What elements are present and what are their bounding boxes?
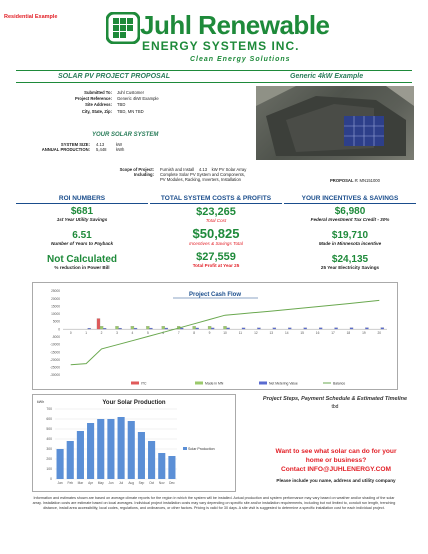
incentives-column xyxy=(284,195,416,270)
production-bar xyxy=(57,449,64,479)
cash-flow-bar xyxy=(196,328,199,329)
company-name: Juhl Renewable xyxy=(140,10,330,40)
cash-flow-legend-swatch xyxy=(259,382,267,385)
roi-value-payback: 6.51 xyxy=(72,230,92,241)
production-y-label: kWh xyxy=(37,400,45,404)
production-x-tick: Apr xyxy=(88,481,94,485)
cash-flow-x-tick: 18 xyxy=(346,331,351,336)
production-y-tick: 700 xyxy=(46,407,52,412)
itc-value: $6,980 xyxy=(334,206,366,217)
incentives-rule xyxy=(284,203,416,204)
mn-incentive-value: $19,710 xyxy=(331,230,369,241)
production-bar xyxy=(77,431,84,479)
costs-rule xyxy=(150,203,282,204)
production-x-tick: Jun xyxy=(108,481,114,485)
detail-row xyxy=(40,109,240,114)
cash-flow-bar xyxy=(211,328,214,329)
production-x-tick: Aug xyxy=(128,481,135,485)
cash-flow-bar xyxy=(193,326,196,329)
cash-flow-x-tick: 10 xyxy=(223,331,227,336)
cash-flow-legend-swatch xyxy=(131,382,139,385)
detail-value: Juhl Customer xyxy=(117,90,144,95)
company-name-line2: ENERGY SYSTEMS INC. xyxy=(142,39,300,53)
cash-flow-y-tick: -5000 xyxy=(51,335,60,340)
roi-label-payback: Number of Years to Payback xyxy=(50,241,114,246)
proposal-subtitle: Generic 4kW Example xyxy=(290,73,364,80)
cash-flow-bar xyxy=(335,328,338,330)
cash-flow-x-tick: 7 xyxy=(177,331,180,336)
cash-flow-y-tick: 5000 xyxy=(52,319,60,324)
roi-heading: ROI NUMBERS xyxy=(58,195,106,202)
cash-flow-x-tick: 2 xyxy=(100,331,103,336)
cash-flow-x-tick: 20 xyxy=(377,331,382,336)
cash-flow-x-tick: 13 xyxy=(269,331,274,336)
production-x-tick: Feb xyxy=(67,481,73,485)
cta-contact[interactable]: Contact INFO@JUHLENERGY.COM xyxy=(280,466,392,473)
cash-flow-x-tick: 4 xyxy=(131,331,134,336)
production-bar xyxy=(148,441,155,479)
cash-flow-bar xyxy=(273,328,276,329)
scope-label-including: Including: xyxy=(133,172,154,178)
detail-label: Project Reference: xyxy=(74,96,112,102)
cash-flow-legend-swatch xyxy=(195,382,203,385)
cta-line: home or business? xyxy=(305,457,367,464)
mn-incentive-label: Made in Minnesota incentive xyxy=(318,241,382,246)
proposal-number xyxy=(330,178,380,183)
production-y-tick: 200 xyxy=(46,457,52,462)
production-bar xyxy=(97,419,104,479)
cash-flow-x-tick: 0 xyxy=(69,331,72,336)
costs-column xyxy=(150,195,282,268)
production-legend-swatch xyxy=(183,447,187,450)
incentives-heading: YOUR INCENTIVES & SAVINGS xyxy=(301,195,399,202)
cash-flow-x-tick: 1 xyxy=(85,331,88,336)
production-x-tick: Jul xyxy=(119,481,124,485)
production-x-tick: Nov xyxy=(158,481,165,485)
details-block xyxy=(40,90,240,114)
annual-production-unit: kWh xyxy=(116,147,125,153)
detail-row xyxy=(40,102,240,107)
total-cost-label: Total Cost xyxy=(205,218,227,223)
cash-flow-x-tick: 19 xyxy=(362,331,366,336)
annual-production-value: 5,448 xyxy=(96,147,107,153)
company-tagline: Clean Energy Solutions xyxy=(190,56,291,63)
cash-flow-x-tick: 6 xyxy=(162,331,165,336)
cash-flow-bar xyxy=(319,328,322,329)
annual-production-label: ANNUAL PRODUCTION: xyxy=(41,147,90,153)
cash-flow-bar xyxy=(242,328,245,329)
production-x-tick: Sep xyxy=(138,481,145,485)
cash-flow-legend-label: Net Metering Value xyxy=(269,381,298,386)
cash-flow-x-tick: 16 xyxy=(315,331,320,336)
cash-flow-bar xyxy=(146,326,149,329)
production-legend-label: Solar Production xyxy=(188,446,215,451)
cash-flow-bar xyxy=(119,328,122,329)
production-bar xyxy=(67,441,74,479)
cash-flow-bar xyxy=(365,328,368,330)
production-bar xyxy=(168,456,175,479)
system-size-label: SYSTEM SIZE: xyxy=(60,142,90,147)
cash-flow-legend-label: ITC xyxy=(141,381,147,386)
detail-label: Site Address: xyxy=(85,102,112,108)
cash-flow-y-tick: -30000 xyxy=(50,373,60,378)
cash-flow-y-tick: 10000 xyxy=(51,312,60,317)
detail-row xyxy=(40,96,240,101)
production-y-tick: 100 xyxy=(46,467,52,472)
production-x-tick: Oct xyxy=(149,481,155,485)
production-title: Your Solar Production xyxy=(102,400,166,406)
cash-flow-x-tick: 14 xyxy=(284,331,289,336)
total-cost-value: $23,265 xyxy=(196,206,236,218)
disclaimer: Information and estimates shown are based on average climate reports for the region in which the system will be installed. Actual production and system performance may vary based on weather and/or shading of the solar array. Installation costs are estimate based on local averages. Individual project installation costs may vary depending on specific site and/or installation requirements, including but not limited to, conduit run length, trenching distance, install area accessibility, local codes, regulations, and ordinances, or other factors. Pricing is valid for 30 days. A site visit is suggested to determine a specific installation cost for each individual project. xyxy=(32,496,396,510)
cash-flow-bar xyxy=(223,326,226,329)
logo xyxy=(98,8,328,70)
electricity-savings-label: 25 Year Electricity Savings xyxy=(320,265,380,270)
detail-row xyxy=(40,90,240,95)
production-bar xyxy=(128,421,135,479)
total-profit-label: Total Profit at Year 25 xyxy=(192,263,240,268)
production-x-tick: May xyxy=(97,481,104,485)
production-y-tick: 600 xyxy=(46,417,52,422)
cash-flow-y-tick: 20000 xyxy=(51,296,60,301)
cash-flow-x-tick: 5 xyxy=(146,331,149,336)
cash-flow-x-tick: 8 xyxy=(193,331,196,336)
scope-label: Scope of Project: xyxy=(119,167,154,172)
scope-line: PV Modules, Racking, Inverters, Installation xyxy=(160,177,241,183)
cta-line: Want to see what solar can do for your xyxy=(275,448,397,455)
cash-flow-bar xyxy=(180,328,183,329)
cash-flow-x-tick: 17 xyxy=(331,331,335,336)
detail-value: TBD xyxy=(117,102,126,108)
roi-column xyxy=(16,195,148,270)
cash-flow-x-tick: 12 xyxy=(254,331,258,336)
roi-value-reduction: Not Calculated xyxy=(46,254,117,265)
cash-flow-y-tick: -15000 xyxy=(50,350,60,355)
system-size-value: 4.13 xyxy=(96,142,105,147)
cash-flow-bar xyxy=(115,326,118,329)
cta-note: Please include you name, address and utility company xyxy=(276,478,396,483)
roi-rule xyxy=(16,203,148,204)
cash-flow-legend-label: Balance xyxy=(333,381,346,386)
cash-flow-bar xyxy=(134,328,137,329)
cash-flow-title: Project Cash Flow xyxy=(188,292,242,298)
system-size-unit: kW xyxy=(116,142,123,147)
roi-label-reduction: % reduction in Power Bill xyxy=(54,265,110,270)
roof-aerial-image xyxy=(256,86,414,160)
cash-flow-chart xyxy=(32,282,398,390)
cash-flow-bar xyxy=(103,328,106,329)
cash-flow-bar xyxy=(208,326,211,329)
roi-label-savings: 1st Year Utility Savings xyxy=(56,217,108,222)
cash-flow-y-tick: 15000 xyxy=(51,304,60,309)
timeline-value: tbd xyxy=(331,404,339,410)
production-y-tick: 500 xyxy=(46,427,52,432)
cash-flow-y-tick: 0 xyxy=(58,327,60,332)
production-bar xyxy=(107,419,114,479)
proposal-number-value: MN151000 xyxy=(359,178,380,183)
cash-flow-x-tick: 11 xyxy=(238,331,243,336)
production-y-tick: 0 xyxy=(50,477,52,482)
production-bar xyxy=(138,432,145,479)
production-x-tick: Jan xyxy=(57,481,63,485)
system-heading: YOUR SOLAR SYSTEM xyxy=(92,132,159,138)
production-chart-svg xyxy=(33,395,235,491)
production-x-tick: Mar xyxy=(77,481,84,485)
detail-value: Generic 4kW Example xyxy=(117,96,159,102)
cash-flow-bar xyxy=(131,326,134,329)
annual-production-row xyxy=(40,147,190,152)
proposal-number-label: PROPOSAL #: xyxy=(330,178,359,183)
scope-line: Furnish and Install 4.13 kW PV Solar Array xyxy=(160,167,247,172)
system-block xyxy=(40,142,190,152)
cash-flow-bar xyxy=(381,328,384,330)
scope-labels xyxy=(54,167,154,177)
title-rule xyxy=(16,82,412,83)
detail-value: TBD, MN TBD xyxy=(117,108,144,114)
tag-label: Residential Example xyxy=(4,14,58,20)
cash-flow-bar xyxy=(165,328,168,329)
cash-flow-bar xyxy=(149,328,152,329)
cash-flow-bar xyxy=(97,319,100,330)
production-y-tick: 400 xyxy=(46,437,52,442)
cash-flow-bar xyxy=(350,328,353,330)
cash-flow-bar xyxy=(88,328,91,329)
cash-flow-bar xyxy=(304,328,307,329)
cash-flow-bar xyxy=(100,326,103,329)
cash-flow-y-tick: 25000 xyxy=(51,289,60,294)
timeline-heading: Project Steps, Payment Schedule & Estimated Timeline xyxy=(262,396,408,402)
production-x-tick: Dec xyxy=(169,481,175,485)
cash-flow-y-tick: -20000 xyxy=(50,357,60,362)
detail-label: Submitted To: xyxy=(84,90,112,95)
cash-flow-bar xyxy=(162,326,165,329)
production-y-tick: 300 xyxy=(46,447,52,452)
cash-flow-bar xyxy=(288,328,291,329)
header-rule xyxy=(16,70,412,71)
cash-flow-y-tick: -25000 xyxy=(50,365,60,370)
cash-flow-legend-label: Made in MN xyxy=(205,381,224,386)
production-bar xyxy=(118,417,125,479)
logo-mark-icon xyxy=(106,12,140,44)
production-bar xyxy=(158,453,165,479)
scope-line: Complete Solar PV System and Components, xyxy=(160,172,245,178)
incentives-total-label: Incentives & Savings Total xyxy=(189,241,243,246)
cash-flow-x-tick: 9 xyxy=(208,331,211,336)
cash-flow-chart-svg xyxy=(33,283,397,389)
cash-flow-x-tick: 3 xyxy=(116,331,118,336)
cash-flow-bar xyxy=(257,328,260,329)
itc-label: Federal Investment Tax Credit - 30% xyxy=(310,217,390,222)
incentives-total-value: $50,825 xyxy=(192,226,240,241)
detail-label: City, State, Zip: xyxy=(81,108,112,114)
costs-heading: TOTAL SYSTEM COSTS & PROFITS xyxy=(160,195,272,202)
production-chart xyxy=(32,394,236,492)
total-profit-value: $27,559 xyxy=(196,251,236,263)
cta-block xyxy=(250,447,422,474)
roof-illustration xyxy=(256,86,414,160)
roi-value-savings: $681 xyxy=(70,206,94,217)
production-bar xyxy=(87,423,94,479)
cash-flow-x-tick: 15 xyxy=(300,331,304,336)
cash-flow-bar xyxy=(227,328,230,329)
cash-flow-y-tick: -10000 xyxy=(50,342,60,347)
electricity-savings-value: $24,135 xyxy=(331,254,369,265)
proposal-title: SOLAR PV PROJECT PROPOSAL xyxy=(58,73,171,80)
